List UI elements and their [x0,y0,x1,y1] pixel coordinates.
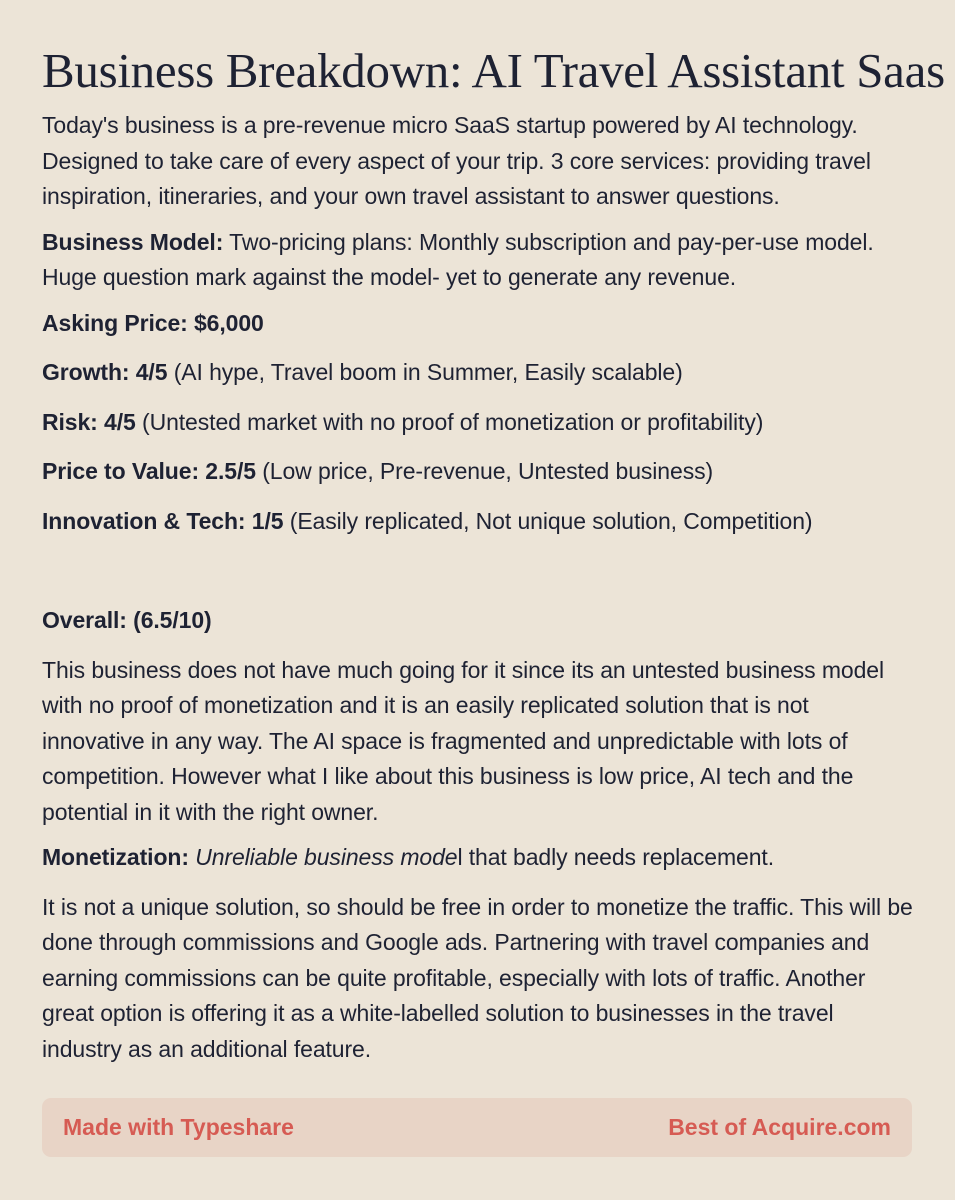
overall-label: Overall: (6.5/10) [42,607,212,633]
innovation-paragraph [42,504,917,540]
monetization-label: Monetization: [42,844,189,870]
business-model-label: Business Model: [42,228,224,255]
asking-price-paragraph [42,306,917,342]
best-of-acquire-link[interactable]: Best of Acquire.com [668,1114,891,1140]
monetization-text: It is not a unique solution, so should be free in order to monetize the traffic. This will be done through commissions and Google ads. Partnering with travel companies and earning commissions can be quite profitable, especially with lots of traffic. Another great option is offering it as a white-labelled solution to businesses in the travel industry as an additional feature. [42,893,913,1062]
monetization-italic: Unreliable business mode [195,844,458,870]
asking-price-label: Asking Price: $6,000 [42,309,264,336]
breakdown-article [42,36,945,1077]
business-model-paragraph [42,225,917,296]
growth-label: Growth: 4/5 [42,359,168,385]
risk-label: Risk: 4/5 [42,408,136,435]
business-model-text: Two-pricing plans: Monthly subscription and pay-per-use model. Huge question mark against the model- yet to generate any revenue. [42,228,874,290]
price-to-value-text: (Low price, Pre-revenue, Untested business) [255,458,714,484]
innovation-label: Innovation & Tech: 1/5 [42,507,284,534]
risk-paragraph [42,405,917,441]
price-to-value-label: Price to Value: 2.5/5 [42,458,256,484]
intro-paragraph: Today's business is a pre-revenue micro SaaS startup powered by AI technology. Designed to take care of every aspect of your trip. 3 core services: providing travel inspiration, itineraries, and your own travel assistant to answer questions. [42,112,871,209]
made-with-typeshare-link[interactable]: Made with Typeshare [63,1114,294,1140]
risk-text: (Untested market with no proof of monetization or profitability) [135,408,764,435]
monetization-paragraph [42,840,917,876]
growth-paragraph [42,355,917,391]
overall-paragraph [42,603,917,639]
growth-text: (AI hype, Travel boom in Summer, Easily scalable) [167,359,683,385]
page-title: Business Breakdown: AI Travel Assistant Saas [42,43,945,98]
section-spacer [42,553,917,603]
innovation-text: (Easily replicated, Not unique solution, Competition) [283,507,813,534]
overall-text: This business does not have much going for it since its an untested business model with no proof of monetization and it is an easily replicated solution that is not innovative in any way. The AI space is fragmented and unpredictable with lots of competition. However what I like about this business is low price, AI tech and the potential in it with the right owner. [42,656,885,825]
price-to-value-paragraph [42,454,917,490]
monetization-inline-text: l that badly needs replacement. [457,844,774,870]
footer-banner [42,1098,912,1157]
